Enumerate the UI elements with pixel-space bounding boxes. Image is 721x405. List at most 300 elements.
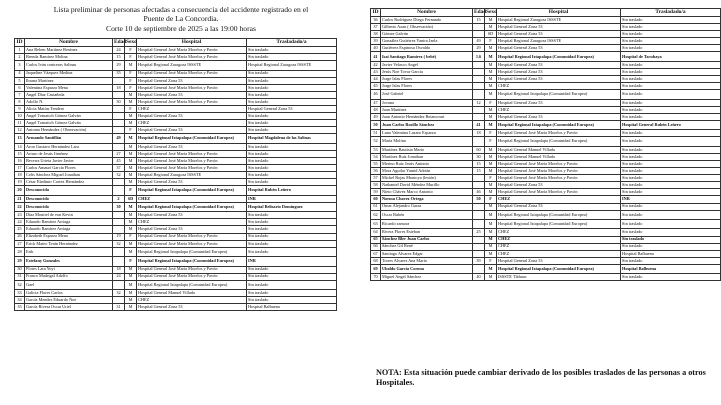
- cell-edad: 32: [113, 172, 125, 179]
- cell-nombre: Omar Alejandro Garza: [381, 203, 473, 210]
- cell-edad: [113, 143, 125, 150]
- cell-traslado: Sin traslado: [621, 182, 721, 189]
- cell-hospital: CHEZ: [137, 106, 247, 113]
- cell-edad: [473, 83, 485, 90]
- cell-sexo: M: [485, 68, 497, 75]
- cell-nombre: García Mendez Eduardo Noe: [25, 297, 113, 304]
- cell-hospital: Hospital General José María Morelos y Pavón: [497, 175, 621, 182]
- cell-hospital: Hospital Regional Iztapalapa (Comunidad Europea): [137, 134, 247, 143]
- cell-sexo: F: [125, 77, 137, 84]
- cell-id: 22: [15, 202, 25, 211]
- table-row: [15, 233, 337, 240]
- cell-hospital: Hospital General José María Morelos y Pavón: [137, 266, 247, 273]
- cell-nombre: Martínez Ruíz Jonathan: [381, 153, 473, 160]
- cell-sexo: M: [125, 179, 137, 186]
- table-row: [371, 264, 721, 273]
- cell-traslado: Sin traslado: [247, 240, 337, 247]
- cell-traslado: Sin traslado: [247, 297, 337, 304]
- cell-id: 8: [15, 98, 25, 105]
- cell-nombre: Antonia Hernández ( Observación): [25, 127, 113, 134]
- cell-traslado: Sin traslado: [621, 243, 721, 250]
- table-row: [15, 186, 337, 195]
- cell-hospital: Hospital General Zona 53: [497, 61, 621, 68]
- cell-traslado: Sin traslado: [621, 76, 721, 83]
- cell-hospital: Hospital Regional Zaragoza ISSSTE: [497, 38, 621, 45]
- cell-hospital: CHEZ: [137, 297, 247, 304]
- cell-edad: [473, 210, 485, 219]
- table-row: [15, 77, 337, 84]
- cell-nombre: Galicia Flores Carlos: [25, 290, 113, 297]
- cell-sexo: M: [125, 273, 137, 280]
- cell-sexo: F: [485, 99, 497, 106]
- cell-nombre: Desconocido: [25, 195, 113, 202]
- table-row: [371, 210, 721, 219]
- cell-id: 58: [371, 182, 381, 189]
- cell-sexo: M: [125, 297, 137, 304]
- cell-edad: [113, 297, 125, 304]
- header-traslado: Trasladado/a: [247, 39, 337, 47]
- cell-id: 16: [15, 158, 25, 165]
- cell-sexo: M: [125, 61, 137, 70]
- cell-nombre: Norma Chavez Ortega: [381, 196, 473, 203]
- cell-hospital: Hospital Regional Zaragoza ISSSTE: [137, 61, 247, 70]
- cell-edad: [473, 203, 485, 210]
- cell-sexo: SD: [125, 195, 137, 202]
- cell-id: 12: [15, 127, 25, 134]
- cell-hospital: Hospital General José María Morelos y Pavón: [137, 273, 247, 280]
- cell-edad: [473, 175, 485, 182]
- cell-id: 3: [15, 61, 25, 70]
- cell-hospital: Hospital General José María Morelos y Pavón: [137, 47, 247, 54]
- cell-nombre: Santiago Alvarez Edgar: [381, 250, 473, 257]
- cell-id: 67: [371, 250, 381, 257]
- cell-sexo: M: [485, 90, 497, 99]
- cell-sexo: F: [125, 127, 137, 134]
- cell-sexo: M: [485, 182, 497, 189]
- table-row: [371, 203, 721, 210]
- cell-id: 29: [15, 257, 25, 266]
- cell-traslado: Sin traslado: [247, 226, 337, 233]
- cell-id: 66: [371, 243, 381, 250]
- cell-traslado: Sin traslado: [247, 70, 337, 77]
- cell-nombre: Carlos Iván contreras Salinas: [25, 61, 113, 70]
- cell-hospital: Hospital Regional Iztapalapa (Comunidad Europea): [497, 90, 621, 99]
- cell-nombre: Estefany Gonzales: [25, 257, 113, 266]
- table-row: [371, 90, 721, 99]
- cell-edad: [113, 179, 125, 186]
- header-nombre: Nombre: [381, 9, 473, 17]
- cell-traslado: Sin traslado: [621, 45, 721, 52]
- table-row: [371, 83, 721, 90]
- cell-nombre: César Eladimir Cortez Hernández: [25, 179, 113, 186]
- cell-hospital: Hospital General Zona 53: [137, 77, 247, 84]
- table-row: [15, 290, 337, 297]
- table-row: [15, 212, 337, 219]
- cell-hospital: CHEZ: [497, 106, 621, 113]
- cell-edad: [473, 250, 485, 257]
- table-row: [371, 243, 721, 250]
- cell-nombre: García Rivera Oscar Uriel: [25, 304, 113, 311]
- cell-edad: 45: [113, 158, 125, 165]
- cell-id: 45: [371, 83, 381, 90]
- cell-traslado: Hospital Regional Zaragoza ISSSTE: [247, 61, 337, 70]
- cell-id: 10: [15, 113, 25, 120]
- table-row: [371, 24, 721, 31]
- cell-edad: 1.6: [473, 52, 485, 61]
- cell-hospital: Hospital General Zona 53: [497, 113, 621, 120]
- cell-sexo: M: [125, 280, 137, 289]
- cell-id: 44: [371, 76, 381, 83]
- cell-traslado: Sin traslado: [621, 146, 721, 153]
- cell-id: 37: [371, 24, 381, 31]
- cell-edad: [113, 280, 125, 289]
- cell-hospital: Hospital General Zona 53: [497, 68, 621, 75]
- cell-hospital: Hospital General Zona 53: [497, 182, 621, 189]
- cell-sexo: F: [125, 106, 137, 113]
- table-right: [370, 8, 721, 281]
- table-row: [15, 219, 337, 226]
- cell-hospital: Hospital Regional Iztapalapa (Comunidad Europea): [497, 264, 621, 273]
- cell-hospital: Hospital General José María Morelos y Pavón: [137, 54, 247, 61]
- cell-edad: 32: [113, 290, 125, 297]
- cell-traslado: Sin traslado: [621, 137, 721, 146]
- cell-traslado: Sin traslado: [621, 210, 721, 219]
- cell-edad: [473, 68, 485, 75]
- table-row: [15, 54, 337, 61]
- cell-edad: 41: [473, 120, 485, 129]
- cell-edad: [113, 120, 125, 127]
- cell-id: 55: [371, 160, 381, 167]
- cell-id: 56: [371, 168, 381, 175]
- cell-nombre: Carlos Rodríguez Diego Fernando: [381, 17, 473, 24]
- cell-edad: [473, 113, 485, 120]
- cell-nombre: Valentina Esparza Mena: [25, 84, 113, 91]
- cell-id: 19: [15, 179, 25, 186]
- cell-traslado: Hospital de Tacubaya: [621, 52, 721, 61]
- cell-nombre: Luna Valentina Lazaro Esparza: [381, 130, 473, 137]
- cell-sexo: M: [485, 168, 497, 175]
- cell-edad: 29: [113, 61, 125, 70]
- table-row: [15, 297, 337, 304]
- cell-traslado: Sin traslado: [247, 150, 337, 157]
- cell-nombre: Desconocida: [25, 186, 113, 195]
- cell-edad: 40: [473, 274, 485, 281]
- cell-sexo: M: [485, 274, 497, 281]
- cell-nombre: Celis Sánchez Miguel Jonathan: [25, 172, 113, 179]
- cell-nombre: Angel Díaz Castañeda: [25, 91, 113, 98]
- cell-sexo: M: [125, 143, 137, 150]
- cell-edad: [113, 212, 125, 219]
- table-row: [371, 196, 721, 203]
- cell-edad: [113, 113, 125, 120]
- cell-hospital: Hospital General Zona 53: [497, 99, 621, 106]
- table-row: [15, 273, 337, 280]
- table-row: [371, 99, 721, 106]
- cell-nombre: Alicia Matías Tendero: [25, 106, 113, 113]
- table-row: [15, 172, 337, 179]
- cell-nombre: Rivera Flores Esteban: [381, 229, 473, 236]
- cell-hospital: CHEZ: [497, 196, 621, 203]
- header-traslado: Trasladado/a: [621, 9, 721, 17]
- cell-hospital: Hospital General Manuel Villada: [497, 153, 621, 160]
- cell-sexo: M: [485, 113, 497, 120]
- cell-edad: 46: [473, 189, 485, 196]
- cell-sexo: M: [125, 202, 137, 211]
- cell-sexo: F: [125, 84, 137, 91]
- cell-id: 52: [371, 137, 381, 146]
- cell-edad: 15: [473, 160, 485, 167]
- cell-id: 63: [371, 220, 381, 229]
- cell-sexo: M: [125, 165, 137, 172]
- cell-id: 48: [371, 106, 381, 113]
- cell-sexo: F: [125, 186, 137, 195]
- table-row: [371, 17, 721, 24]
- cell-id: 4: [15, 70, 25, 77]
- header-nombre: Nombre: [25, 39, 113, 47]
- cell-id: 64: [371, 229, 381, 236]
- cell-id: 35: [15, 304, 25, 311]
- table-row: [15, 304, 337, 311]
- title-line: Puente de La Concordia.: [143, 14, 219, 24]
- table-row: [371, 229, 721, 236]
- cell-edad: 18: [473, 130, 485, 137]
- cell-nombre: Nieto Chávez Marco Antonio: [381, 189, 473, 196]
- cell-nombre: Miguel Angel Sánchez: [381, 274, 473, 281]
- cell-id: 34: [15, 297, 25, 304]
- cell-sexo: M: [485, 76, 497, 83]
- cell-nombre: González Gutiérrez Yanira Jaela: [381, 38, 473, 45]
- cell-sexo: M: [485, 146, 497, 153]
- cell-id: 41: [371, 52, 381, 61]
- table-row: [15, 240, 337, 247]
- cell-traslado: Sin traslado: [247, 233, 337, 240]
- cell-traslado: Hospital Balbuena: [621, 250, 721, 257]
- cell-hospital: Hospital General Zona 53: [137, 91, 247, 98]
- cell-hospital: Hospital General Zona 53: [137, 212, 247, 219]
- cell-hospital: Hospital Regional Iztapalapa (Comunidad Europea): [497, 137, 621, 146]
- cell-id: 1: [15, 47, 25, 54]
- cell-hospital: Hospital Regional Iztapalapa (Comunidad Europea): [137, 247, 247, 256]
- cell-nombre: Juan Antonio Hernández Betancourt: [381, 113, 473, 120]
- cell-traslado: Hospital Belisario Domínguez: [247, 202, 337, 211]
- cell-traslado: Sin traslado: [247, 98, 337, 105]
- table-row: [371, 146, 721, 153]
- table-row: [15, 280, 337, 289]
- cell-nombre: Eduardo Ramírez Arriaga: [25, 226, 113, 233]
- cell-nombre: Erick Mateo Terán Hernández: [25, 240, 113, 247]
- table-row: [371, 189, 721, 196]
- cell-sexo: M: [125, 219, 137, 226]
- header-sexo: Sexo: [486, 9, 497, 16]
- cell-id: 32: [15, 280, 25, 289]
- cell-hospital: CHEZ: [137, 195, 247, 202]
- cell-traslado: Sin traslado: [247, 165, 337, 172]
- cell-sexo: M: [485, 236, 497, 243]
- cell-edad: [473, 76, 485, 83]
- cell-hospital: Hospital General Zona 53: [137, 113, 247, 120]
- cell-nombre: Becerra Urieta Javier Javier: [25, 158, 113, 165]
- cell-hospital: Hospital Regional Iztapalapa (Comunidad Europea): [497, 220, 621, 229]
- cell-nombre: Juan Carlos Rosillo Sánchez: [381, 120, 473, 129]
- cell-nombre: Jorge Islas Flores: [381, 83, 473, 90]
- title-line: Lista preliminar de personas afectadas a consecuencia del accidente registrado en el: [53, 5, 309, 14]
- cell-edad: 60: [473, 146, 485, 153]
- cell-sexo: M: [485, 189, 497, 196]
- cell-sexo: M: [485, 17, 497, 24]
- table-row: [371, 113, 721, 120]
- cell-id: 25: [15, 226, 25, 233]
- header-edad: Edad: [474, 9, 487, 16]
- cell-hospital: Hospital Regional Iztapalapa (Comunidad Europea): [137, 202, 247, 211]
- header-hospital: Hospital: [497, 9, 621, 17]
- table-row: [15, 165, 337, 172]
- cell-traslado: Sin traslado: [247, 91, 337, 98]
- cell-traslado: Sin traslado: [247, 77, 337, 84]
- cell-traslado: Sin traslado: [621, 83, 721, 90]
- cell-sexo: M: [125, 290, 137, 297]
- cell-nombre: José Gabriel: [381, 90, 473, 99]
- cell-nombre: Javier Velasco Angel: [381, 61, 473, 68]
- cell-id: 51: [371, 130, 381, 137]
- table-left: [14, 38, 337, 311]
- cell-sexo: F: [125, 54, 137, 61]
- cell-hospital: Hospital General José María Morelos y Pavón: [497, 168, 621, 175]
- cell-nombre: Carlos Amauri García Flores: [25, 165, 113, 172]
- cell-id: 28: [15, 247, 25, 256]
- cell-sexo: M: [485, 243, 497, 250]
- cell-nombre: Adolfo N.: [25, 98, 113, 105]
- cell-traslado: Sin traslado: [621, 220, 721, 229]
- cell-sexo: M: [125, 172, 137, 179]
- cell-hospital: Hospital General Zona 53: [497, 203, 621, 210]
- cell-id: 23: [15, 212, 25, 219]
- cell-traslado: Sin traslado: [621, 38, 721, 45]
- note-text: NOTA: Esta situación puede cambiar derivado de los posibles traslados de las personas a otros Hospitales.: [376, 368, 706, 387]
- cell-nombre: Angel Tomatich Gómez Galván: [25, 120, 113, 127]
- cell-nombre: Nathaniel David Méndez Murillo: [381, 182, 473, 189]
- cell-hospital: Hospital General Zona 53: [497, 45, 621, 52]
- cell-nombre: Gilberto Azan ( Observación): [381, 24, 473, 31]
- cell-edad: 25: [473, 229, 485, 236]
- cell-edad: [473, 106, 485, 113]
- cell-sexo: M: [485, 250, 497, 257]
- cell-hospital: Hospital General Manuel Villada: [497, 146, 621, 153]
- cell-hospital: ISSSTE Tláhuac: [497, 274, 621, 281]
- cell-edad: 37: [113, 165, 125, 172]
- cell-hospital: Hospital Regional Iztapalapa (Comunidad Europea): [137, 257, 247, 266]
- table-row: [371, 257, 721, 264]
- cell-traslado: Hospital Magdalena de las Salinas: [247, 134, 337, 143]
- cell-id: 62: [371, 210, 381, 219]
- cell-sexo: M: [125, 212, 137, 219]
- cell-edad: [113, 91, 125, 98]
- table-row: [15, 150, 337, 157]
- cell-traslado: Sin traslado: [247, 158, 337, 165]
- table-row: [15, 158, 337, 165]
- table-row: [15, 47, 337, 54]
- cell-traslado: Sin traslado: [621, 175, 721, 182]
- cell-hospital: Hospital General Zona 53: [137, 143, 247, 150]
- cell-hospital: CHEZ: [497, 83, 621, 90]
- cell-edad: 15: [473, 17, 485, 24]
- cell-hospital: Hospital Regional Iztapalapa (Comunidad Europea): [497, 52, 621, 61]
- cell-edad: 12: [473, 99, 485, 106]
- cell-id: 11: [15, 120, 25, 127]
- cell-sexo: M: [485, 229, 497, 236]
- cell-id: 31: [15, 273, 25, 280]
- cell-hospital: Hospital General Zona 53: [137, 226, 247, 233]
- cell-nombre: Michel Rojas Montoya (lesión): [381, 175, 473, 182]
- cell-traslado: Hospital General Rubén Leñero: [621, 120, 721, 129]
- table-body-left: [15, 47, 337, 311]
- cell-edad: [473, 264, 485, 273]
- cell-edad: 27: [113, 150, 125, 157]
- cell-hospital: Hospital General Zona 53: [497, 31, 621, 38]
- table-row: [371, 274, 721, 281]
- table-row: [371, 68, 721, 75]
- cell-edad: 2: [113, 195, 125, 202]
- cell-hospital: Hospital Regional Iztapalapa (Comunidad Europea): [137, 280, 247, 289]
- table-row: [15, 91, 337, 98]
- cell-id: 15: [15, 150, 25, 157]
- cell-traslado: INR: [247, 257, 337, 266]
- cell-sexo: M: [125, 266, 137, 273]
- cell-hospital: Hospital General Zona 53: [137, 304, 247, 311]
- cell-nombre: Arturo de Jesús Jiménez: [25, 150, 113, 157]
- cell-sexo: M: [485, 83, 497, 90]
- table-row: [371, 153, 721, 160]
- cell-traslado: Sin traslado: [621, 99, 721, 106]
- table-row: [15, 257, 337, 266]
- table-header: [371, 9, 721, 17]
- cell-edad: 32: [113, 240, 125, 247]
- table-row: [15, 195, 337, 202]
- cell-edad: 30: [113, 98, 125, 105]
- cell-edad: [113, 257, 125, 266]
- cell-sexo: M: [485, 120, 497, 129]
- table-row: [371, 137, 721, 146]
- cell-traslado: Sin traslado: [621, 61, 721, 68]
- cell-hospital: Hospital General Zona 53: [497, 76, 621, 83]
- cell-traslado: Sin traslado: [247, 47, 337, 54]
- cell-hospital: Hospital Regional Iztapalapa (Comunidad Europea): [497, 210, 621, 219]
- cell-traslado: Sin traslado: [621, 189, 721, 196]
- cell-nombre: Gómez Galván: [381, 31, 473, 38]
- table-row: [15, 134, 337, 143]
- cell-sexo: M: [485, 61, 497, 68]
- cell-traslado: Sin traslado: [247, 247, 337, 256]
- table-row: [371, 175, 721, 182]
- cell-nombre: Jovana: [381, 99, 473, 106]
- cell-id: 26: [15, 233, 25, 240]
- cell-nombre: Ana Belem Martínez Resénez: [25, 47, 113, 54]
- cell-sexo: M: [125, 113, 137, 120]
- cell-traslado: Sin traslado: [247, 273, 337, 280]
- cell-id: 39: [371, 38, 381, 45]
- cell-id: 14: [15, 143, 25, 150]
- table-row: [15, 84, 337, 91]
- table-row: [371, 52, 721, 61]
- cell-edad: 50: [473, 196, 485, 203]
- table-row: [371, 45, 721, 52]
- cell-nombre: Jaqueline Vázquez Medina: [25, 70, 113, 77]
- cell-edad: 49: [473, 38, 485, 45]
- cell-edad: 29: [473, 45, 485, 52]
- table-row: [15, 143, 337, 150]
- cell-hospital: CHEZ: [497, 229, 621, 236]
- cell-edad: 35: [113, 70, 125, 77]
- cell-nombre: Oscar Rubén: [381, 210, 473, 219]
